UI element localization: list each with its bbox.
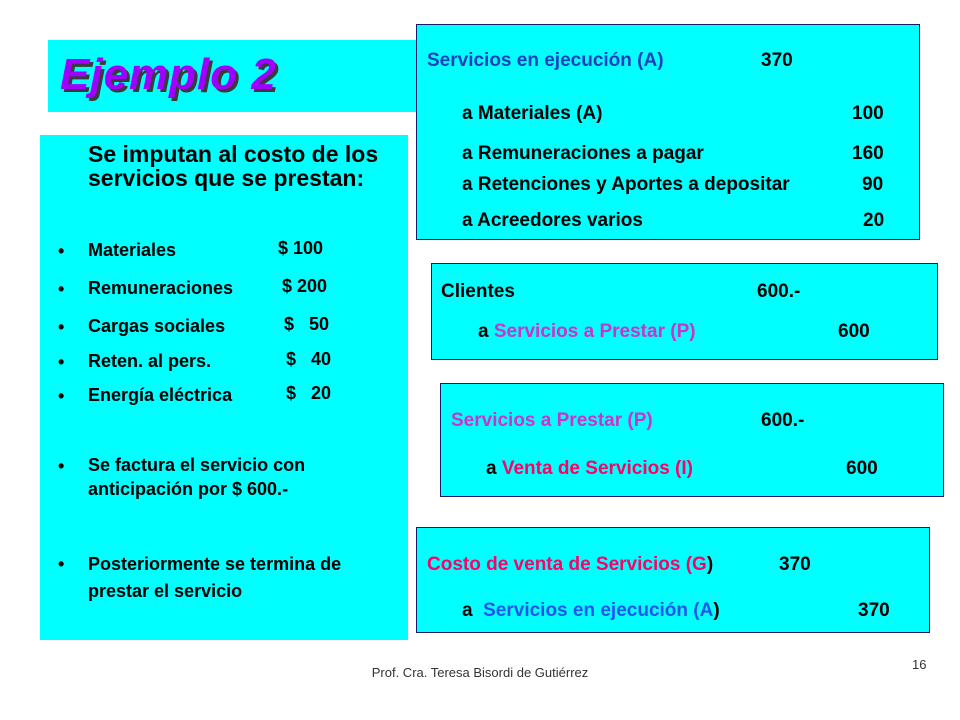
entry1-credit-amount: 20 — [863, 210, 885, 231]
item-label: Cargas sociales — [88, 316, 226, 336]
item-label: Energía eléctrica — [88, 385, 233, 405]
item-label: Remuneraciones — [88, 278, 234, 298]
entry4-debit-amount: 370 — [779, 554, 811, 575]
note-completion: Posteriormente se termina de prestar el servicio — [88, 554, 342, 601]
entry3-credit: a Venta de Servicios (I) — [486, 458, 693, 479]
intro-text: Se imputan al costo de los servicios que se prestan: — [88, 141, 379, 191]
entry4-credit: a Servicios en ejecución (A) — [462, 600, 720, 621]
bullet-icon: • — [58, 279, 65, 299]
entry3-debit-amount: 600.- — [761, 410, 805, 431]
journal-entry-2 — [431, 263, 938, 360]
entry2-debit-label: Clientes — [441, 281, 515, 302]
bullet-icon: • — [58, 554, 65, 574]
item-amount: $ 40 — [286, 349, 332, 369]
entry1-credit-label: a Acreedores varios — [462, 210, 643, 231]
note-invoice: Se factura el servicio con anticipación por $ 600.- — [88, 455, 306, 499]
entry2-credit-amount: 600 — [838, 321, 870, 342]
entry1-debit-label: Servicios en ejecución (A) — [427, 50, 664, 71]
entry4-credit-label: Servicios en ejecución (A — [483, 600, 714, 621]
bullet-icon: • — [58, 241, 65, 261]
bullet-icon: • — [58, 456, 65, 476]
item-amount: $ 200 — [282, 276, 328, 296]
bullet-icon: • — [58, 386, 65, 406]
item-label: Materiales — [88, 240, 177, 260]
entry1-credit-label: a Remuneraciones a pagar — [462, 143, 704, 164]
entry2-credit-label: Servicios a Prestar (P) — [493, 321, 696, 342]
footer-author: Prof. Cra. Teresa Bisordi de Gutiérrez — [371, 665, 589, 680]
entry1-credit-amount: 90 — [862, 174, 884, 195]
item-amount: $ 100 — [278, 238, 324, 258]
entry1-debit-amount: 370 — [761, 50, 793, 71]
item-amount: $ 20 — [286, 383, 332, 403]
entry1-credit-amount: 100 — [852, 103, 884, 124]
slide-title: Ejemplo 2 — [60, 50, 277, 99]
bullet-icon: • — [58, 352, 65, 372]
entry1-credit-label: a Materiales (A) — [462, 103, 603, 124]
item-label: Reten. al pers. — [88, 351, 212, 371]
page-number: 16 — [912, 657, 927, 672]
entry4-credit-amount: 370 — [858, 600, 890, 621]
bullet-icon: • — [58, 317, 65, 337]
entry3-debit-label: Servicios a Prestar (P) — [451, 410, 653, 431]
entry2-debit-amount: 600.- — [757, 281, 801, 302]
entry2-credit: a Servicios a Prestar (P) — [478, 321, 696, 342]
entry3-credit-amount: 600 — [846, 458, 878, 479]
entry4-debit-label: Costo de venta de Servicios (G) — [427, 554, 714, 575]
item-amount: $ 50 — [284, 314, 330, 334]
entry1-credit-amount: 160 — [852, 143, 884, 164]
entry3-credit-label: Venta de Servicios (I) — [501, 458, 693, 479]
entry1-credit-label: a Retenciones y Aportes a depositar — [462, 174, 790, 195]
